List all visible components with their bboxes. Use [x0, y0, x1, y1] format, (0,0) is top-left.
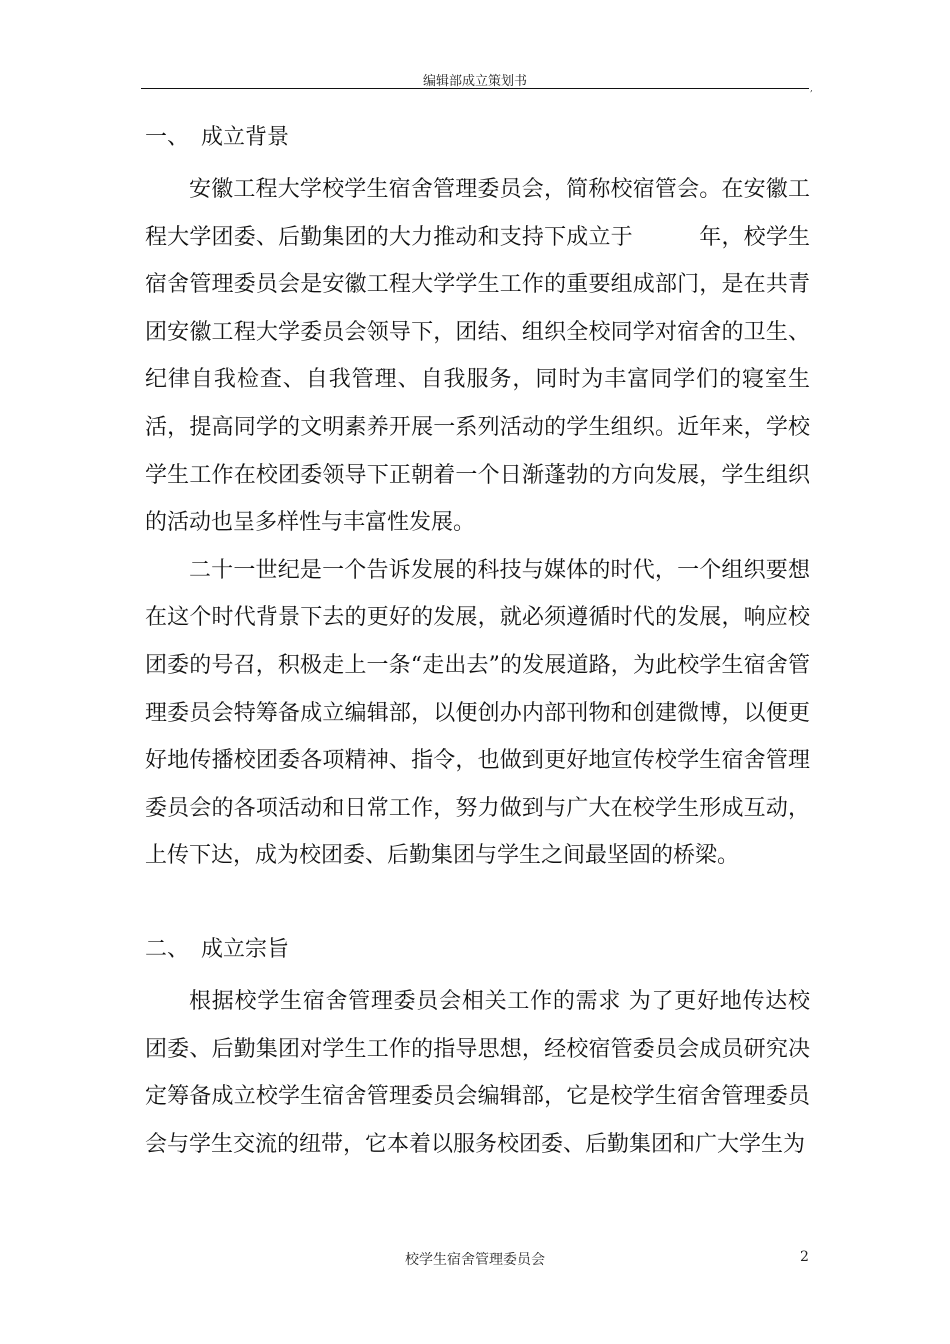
paragraph: 根据校学生宿舍管理委员会相关工作的需求 为了更好地传达校团委、后勤集团对学生工作的指导思想，经校宿管委员会成员研究决定筹备成立校学生宿舍管理委员会编辑部，它是校学生宿舍管理委员会与学生交流的纽带，它本着以服务校团委、后勤集团和广大学生为 — [145, 988, 810, 1157]
page-number: 2 — [800, 1249, 809, 1265]
paragraph: 安徽工程大学校学生宿舍管理委员会，简称校宿管会。在安徽工程大学团委、后勤集团的大力推动和支持下成立于 年，校学生宿舍管理委员会是安徽工程大学学生工作的重要组成部门，是在共青团安徽工程大学委员会领导下，团结、组织全校同学对宿舍的卫生、纪律自我检查、自我管理、自我服务，同时为丰富同学们的寝室生活，提高同学的文明素养开展一系列活动的学生组织。近年来，学校学生工作在校团委领导下正朝着一个日渐蓬勃的方向发展，学生组织的活动也呈多样性与丰富性发展。 — [145, 177, 810, 536]
section-heading-background — [145, 110, 810, 166]
header-title: 编辑部成立策划书 — [422, 74, 527, 89]
header-mark: , — [810, 84, 813, 94]
section-title: 成立背景 — [201, 125, 290, 150]
footer-text: 校学生宿舍管理委员会 — [405, 1252, 545, 1268]
section-number: 二、 — [145, 936, 190, 962]
section-spacer — [145, 880, 810, 922]
section-heading-purpose — [145, 922, 810, 978]
document-body — [145, 110, 810, 1168]
header-rule — [141, 88, 809, 89]
paragraph: 二十一世纪是一个告诉发展的科技与媒体的时代，一个组织要想在这个时代背景下去的更好的发展，就必须遵循时代的发展，响应校团委的号召，积极走上一条“走出去”的发展道路，为此校学生宿舍管理委员会特筹备成立编辑部，以便创办内部刊物和创建微博，以便更好地传播校团委各项精神、指令，也做到更好地宣传校学生宿舍管理委员会的各项活动和日常工作，努力做到与广大在校学生形成互动，上传下达，成为校团委、后勤集团与学生之间最坚固的桥梁。 — [145, 557, 810, 869]
section-title: 成立宗旨 — [201, 936, 290, 962]
section-number: 一、 — [145, 125, 190, 150]
